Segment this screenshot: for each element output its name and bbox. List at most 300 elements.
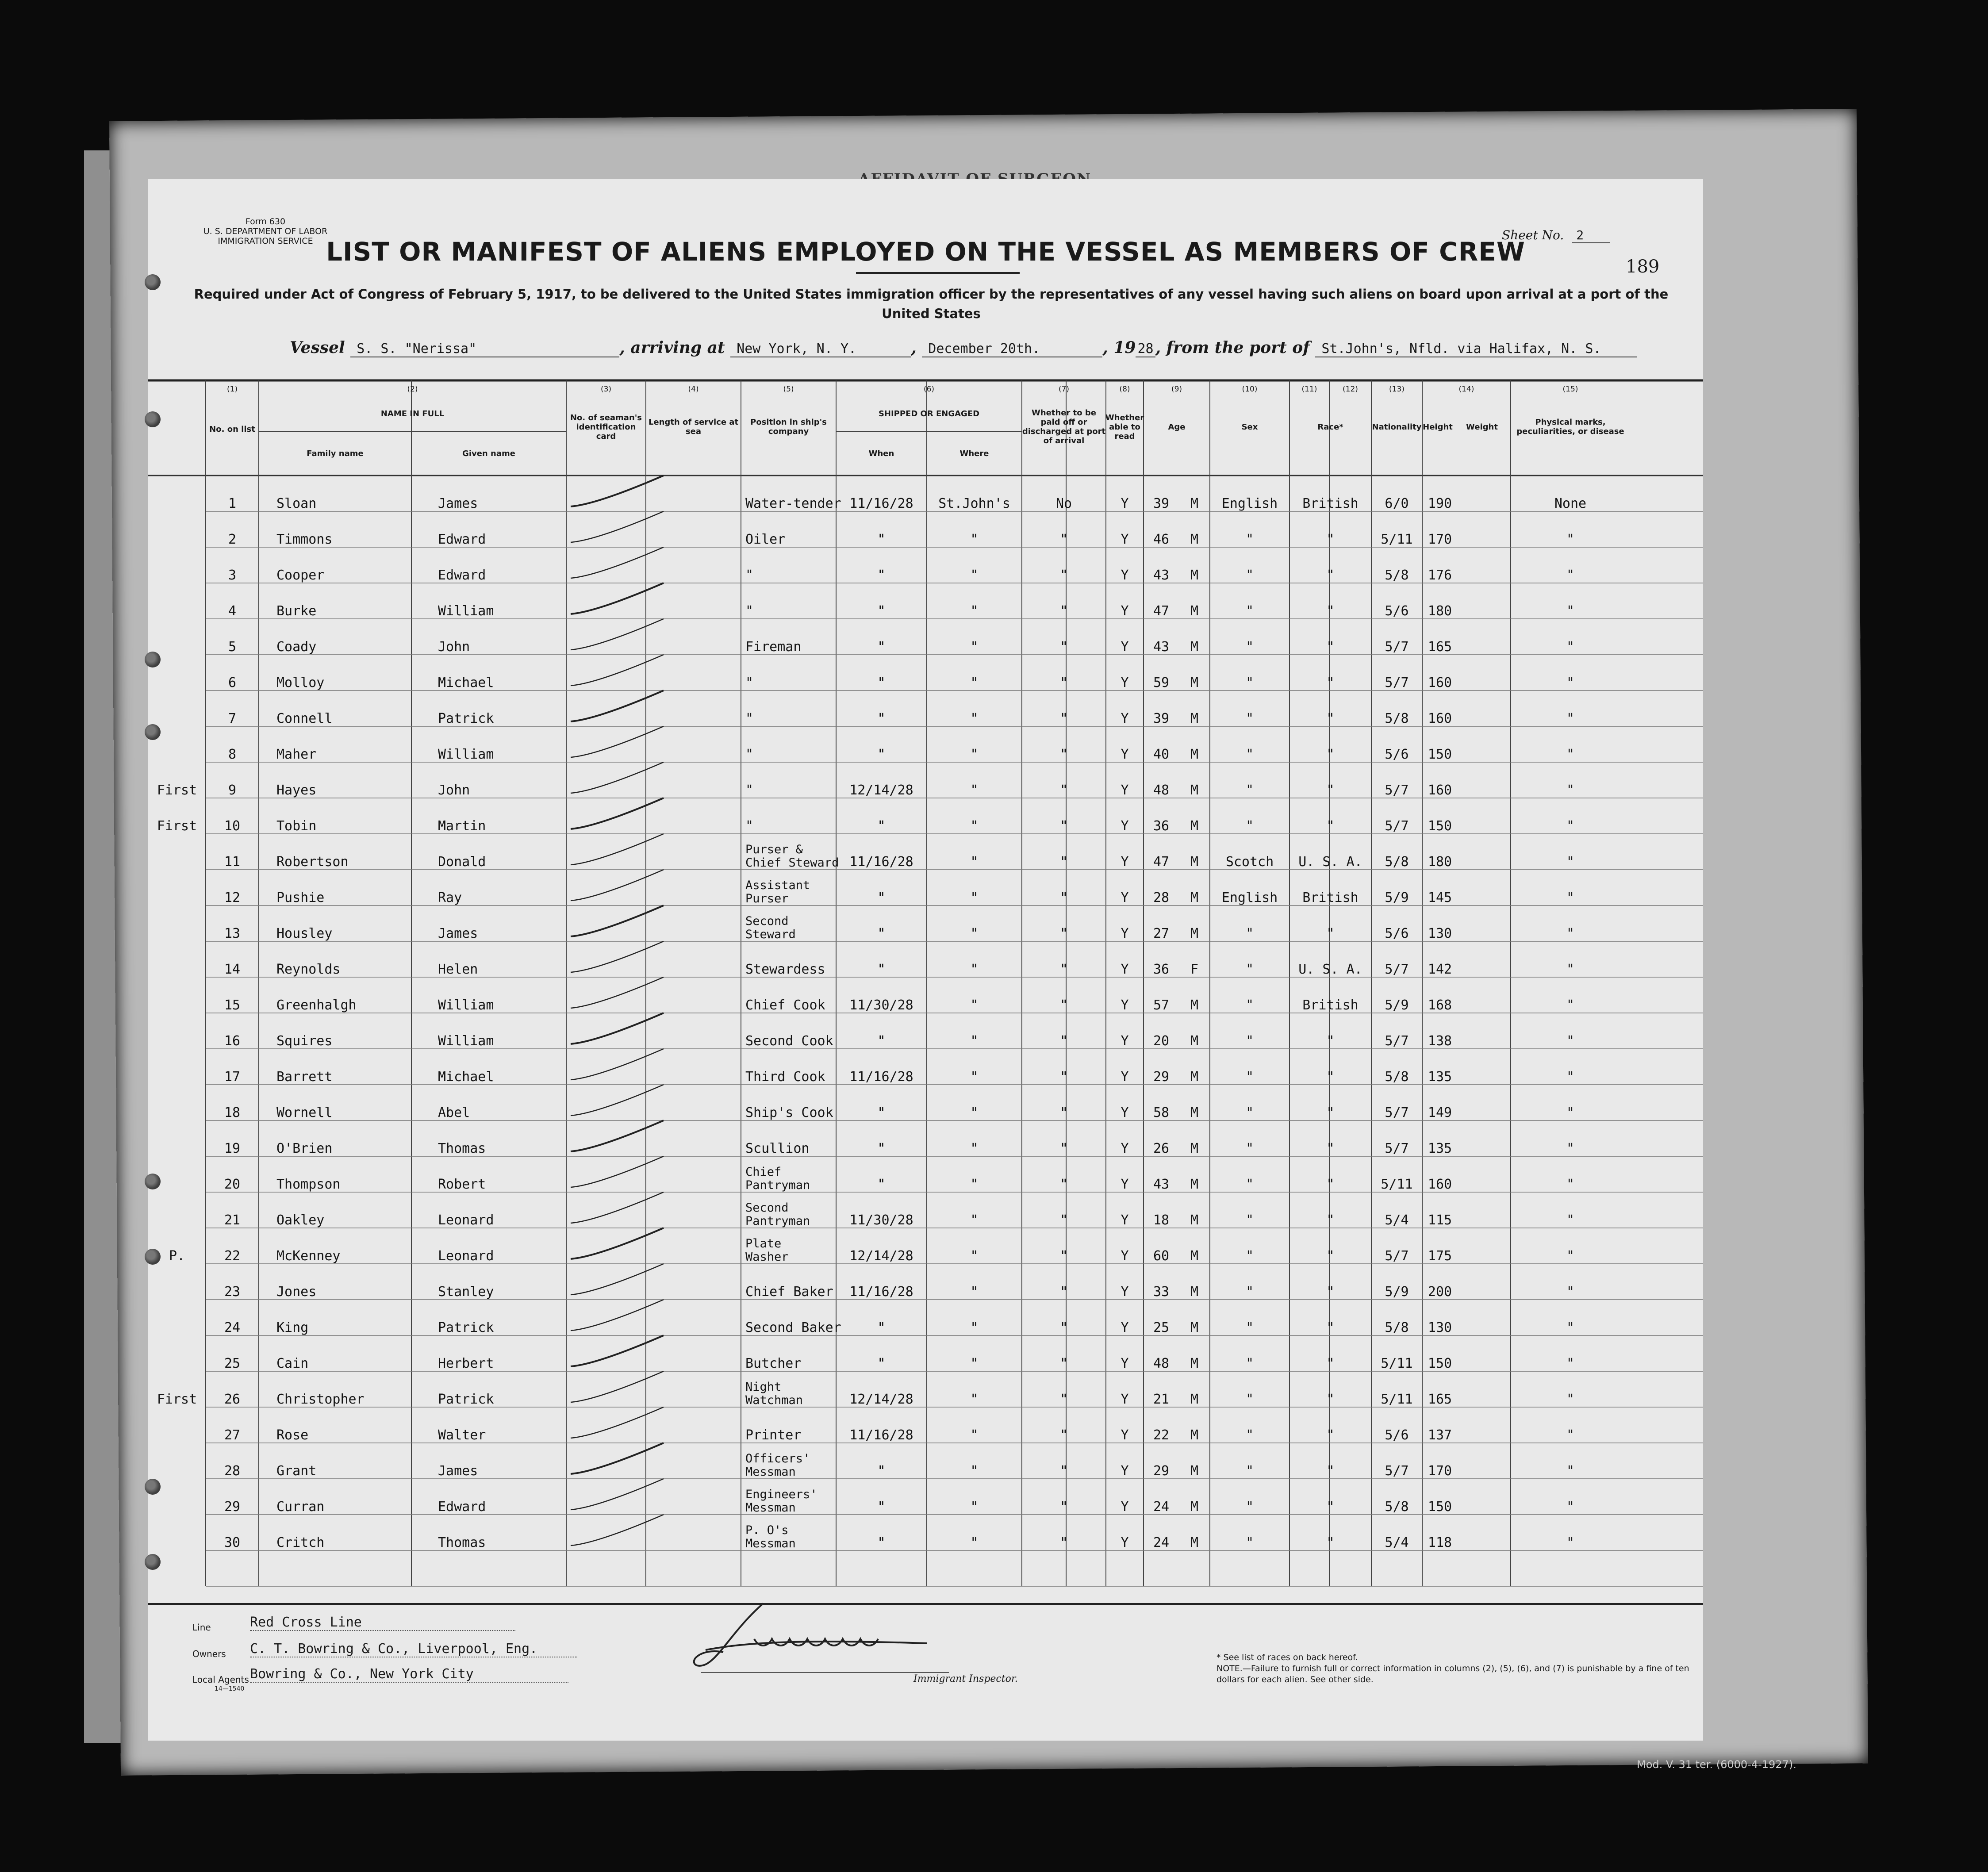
cell-paid: ": [1059, 1177, 1068, 1192]
cell-sex: M: [1190, 1033, 1199, 1049]
cell-when: 11/16/28: [849, 1427, 913, 1443]
cell-phys: ": [1566, 783, 1575, 798]
cell-read: Y: [1121, 1320, 1129, 1335]
cell-sex: M: [1190, 783, 1199, 798]
cell-given: Stanley: [438, 1284, 494, 1300]
cell-paid: ": [1059, 1356, 1068, 1371]
cell-sex: M: [1190, 711, 1199, 726]
cell-no: 5: [228, 639, 237, 655]
cell-height: 5/11: [1381, 1392, 1413, 1407]
cell-age: 27: [1153, 926, 1170, 941]
cell-race: ": [1245, 675, 1254, 690]
cell-family: Wornell: [276, 1105, 333, 1120]
cell-sex: M: [1190, 890, 1199, 905]
cell-where: ": [970, 962, 979, 977]
cell-sex: M: [1190, 1356, 1199, 1371]
cell-phys: ": [1566, 818, 1575, 834]
header-able-to-read: Whether able to read: [1105, 413, 1144, 441]
cell-paid: ": [1059, 926, 1068, 941]
cell-family: Timmons: [276, 532, 333, 547]
cell-read: Y: [1121, 1177, 1129, 1192]
cell-given: James: [438, 926, 478, 941]
cell-family: King: [276, 1320, 309, 1335]
cell-where: ": [970, 747, 979, 762]
cell-family: Critch: [276, 1535, 325, 1550]
cell-when: ": [877, 675, 886, 690]
cell-nat: British: [1302, 496, 1359, 511]
cell-weight: 115: [1428, 1212, 1452, 1228]
cell-weight: 180: [1428, 603, 1452, 619]
cell-sex: M: [1190, 1499, 1199, 1515]
cell-when: ": [877, 1141, 886, 1156]
cell-weight: 130: [1428, 1320, 1452, 1335]
cell-read: Y: [1121, 1356, 1129, 1371]
cell-sex: M: [1190, 1177, 1199, 1192]
cell-height: 5/7: [1385, 1105, 1409, 1120]
cell-age: 43: [1153, 568, 1170, 583]
cell-race: English: [1221, 890, 1278, 905]
cell-height: 5/7: [1385, 1463, 1409, 1479]
cell-nat: ": [1326, 532, 1335, 547]
cell-family: Tobin: [276, 818, 317, 834]
header-paid-off: Whether to be paid off or discharged at port of arrival: [1022, 408, 1106, 445]
column-number: (14): [1458, 385, 1474, 394]
cell-family: Curran: [276, 1499, 325, 1515]
cell-height: 5/6: [1385, 747, 1409, 762]
cell-weight: 118: [1428, 1535, 1452, 1550]
arrival-port: New York, N. Y.: [730, 341, 911, 357]
cell-read: Y: [1121, 1105, 1129, 1120]
departure-port: St.John's, Nfld. via Halifax, N. S.: [1315, 341, 1637, 357]
arrival-year: 28: [1136, 341, 1155, 357]
punch-hole: [145, 652, 161, 667]
cell-no: 30: [224, 1535, 241, 1550]
cell-nat: ": [1326, 747, 1335, 762]
cell-read: Y: [1121, 639, 1129, 655]
cell-given: Thomas: [438, 1535, 486, 1550]
header-family-name: Family name: [307, 449, 364, 458]
cell-phys: ": [1566, 1177, 1575, 1192]
cell-when: ": [877, 711, 886, 726]
cell-paid: ": [1059, 747, 1068, 762]
cell-position: Ship's Cook: [745, 1105, 833, 1120]
cell-no: 15: [224, 997, 241, 1013]
cell-paid: ": [1059, 532, 1068, 547]
cell-weight: 149: [1428, 1105, 1452, 1120]
cell-paid: ": [1059, 890, 1068, 905]
cell-position: Chief Baker: [745, 1284, 833, 1300]
cell-read: Y: [1121, 1499, 1129, 1515]
cell-where: ": [970, 675, 979, 690]
cell-when: 12/14/28: [849, 1392, 913, 1407]
punch-hole: [145, 1249, 161, 1265]
cell-no: 1: [228, 496, 237, 511]
cell-race: ": [1245, 639, 1254, 655]
cell-nat: ": [1326, 568, 1335, 583]
cell-read: Y: [1121, 890, 1129, 905]
cell-race: ": [1245, 997, 1254, 1013]
cell-mark: First: [157, 818, 197, 834]
cell-sex: M: [1190, 1069, 1199, 1085]
cell-position: Second Steward: [745, 914, 796, 941]
cell-position: Plate Washer: [745, 1237, 789, 1264]
cell-phys: ": [1566, 1427, 1575, 1443]
cell-age: 48: [1153, 1356, 1170, 1371]
cell-phys: ": [1566, 675, 1575, 690]
cell-family: Barrett: [276, 1069, 333, 1085]
cell-race: ": [1245, 1248, 1254, 1264]
cell-no: 12: [224, 890, 241, 905]
cell-read: Y: [1121, 1141, 1129, 1156]
cell-no: 22: [224, 1248, 241, 1264]
cell-nat: ": [1326, 1069, 1335, 1085]
cell-family: Coady: [276, 639, 317, 655]
cell-position: Night Watchman: [745, 1380, 803, 1407]
cell-paid: ": [1059, 1105, 1068, 1120]
cell-given: William: [438, 997, 494, 1013]
cell-family: Squires: [276, 1033, 333, 1049]
cell-height: 5/4: [1385, 1212, 1409, 1228]
cell-paid: ": [1059, 675, 1068, 690]
cell-when: ": [877, 568, 886, 583]
cell-family: Burke: [276, 603, 317, 619]
cell-when: 12/14/28: [849, 783, 913, 798]
cell-height: 5/7: [1385, 818, 1409, 834]
cell-paid: ": [1059, 639, 1068, 655]
cell-height: 5/7: [1385, 1141, 1409, 1156]
cell-when: 11/16/28: [849, 854, 913, 870]
cell-given: Edward: [438, 1499, 486, 1515]
cell-height: 5/8: [1385, 1069, 1409, 1085]
cell-height: 5/11: [1381, 1177, 1413, 1192]
punch-hole: [145, 411, 161, 427]
cell-position: Engineers' Messman: [745, 1488, 817, 1515]
cell-age: 58: [1153, 1105, 1170, 1120]
header-shipped-engaged: SHIPPED OR ENGAGED: [878, 409, 980, 418]
cell-height: 5/8: [1385, 711, 1409, 726]
cell-age: 24: [1153, 1499, 1170, 1515]
cell-no: 14: [224, 962, 241, 977]
header-given-name: Given name: [462, 449, 515, 458]
cell-given: Edward: [438, 568, 486, 583]
cell-where: ": [970, 603, 979, 619]
cell-paid: ": [1059, 783, 1068, 798]
cell-phys: ": [1566, 926, 1575, 941]
cell-race: ": [1245, 1105, 1254, 1120]
cell-sex: M: [1190, 997, 1199, 1013]
cell-height: 5/4: [1385, 1535, 1409, 1550]
cell-given: Leonard: [438, 1212, 494, 1228]
cell-race: ": [1245, 1535, 1254, 1550]
cell-where: ": [970, 1105, 979, 1120]
cell-sex: M: [1190, 1535, 1199, 1550]
line-value: Red Cross Line: [250, 1615, 515, 1631]
cell-phys: ": [1566, 1284, 1575, 1300]
cell-position: Water-tender: [745, 496, 841, 511]
cell-where: ": [970, 1248, 979, 1264]
cell-sex: M: [1190, 747, 1199, 762]
cell-weight: 160: [1428, 711, 1452, 726]
cell-phys: ": [1566, 1033, 1575, 1049]
cell-position: Officers' Messman: [745, 1452, 810, 1479]
column-number: (9): [1171, 385, 1182, 394]
cell-when: 11/16/28: [849, 1284, 913, 1300]
cell-weight: 150: [1428, 747, 1452, 762]
punch-hole: [145, 1174, 161, 1189]
cell-age: 57: [1153, 997, 1170, 1013]
cell-phys: None: [1554, 496, 1587, 511]
cell-read: Y: [1121, 1392, 1129, 1407]
cell-when: ": [877, 890, 886, 905]
cell-sex: M: [1190, 1248, 1199, 1264]
cell-no: 10: [224, 818, 241, 834]
cell-position: ": [745, 747, 754, 762]
cell-given: Robert: [438, 1177, 486, 1192]
cell-age: 60: [1153, 1248, 1170, 1264]
cell-height: 5/6: [1385, 1427, 1409, 1443]
cell-when: ": [877, 1320, 886, 1335]
cell-read: Y: [1121, 711, 1129, 726]
cell-race: English: [1221, 496, 1278, 511]
column-number: (10): [1242, 385, 1258, 394]
cell-family: Jones: [276, 1284, 317, 1300]
cell-paid: ": [1059, 603, 1068, 619]
cell-where: ": [970, 818, 979, 834]
cell-sex: M: [1190, 854, 1199, 870]
column-number: (3): [600, 385, 612, 394]
header-position: Position in ship's company: [750, 418, 827, 436]
cell-weight: 145: [1428, 890, 1452, 905]
cell-given: James: [438, 1463, 478, 1479]
cell-age: 36: [1153, 818, 1170, 834]
cell-given: Leonard: [438, 1248, 494, 1264]
cell-read: Y: [1121, 1069, 1129, 1085]
cell-read: Y: [1121, 603, 1129, 619]
sheet-number-value: 2: [1572, 228, 1610, 243]
cell-age: 43: [1153, 1177, 1170, 1192]
cell-race: ": [1245, 747, 1254, 762]
column-number: (6): [923, 385, 935, 394]
line-label: Line: [192, 1622, 211, 1633]
cell-position: Second Pantryman: [745, 1201, 810, 1228]
cell-phys: ": [1566, 1141, 1575, 1156]
cell-paid: ": [1059, 1141, 1068, 1156]
cell-where: ": [970, 783, 979, 798]
cell-given: Martin: [438, 818, 486, 834]
cell-age: 29: [1153, 1463, 1170, 1479]
cell-read: Y: [1121, 1463, 1129, 1479]
cell-family: Pushie: [276, 890, 325, 905]
cell-when: ": [877, 818, 886, 834]
cell-sex: M: [1190, 1284, 1199, 1300]
cell-race: ": [1245, 818, 1254, 834]
cell-height: 5/7: [1385, 1033, 1409, 1049]
cell-where: ": [970, 1499, 979, 1515]
cell-weight: 165: [1428, 639, 1452, 655]
cell-family: Maher: [276, 747, 317, 762]
header-height: Height: [1423, 422, 1453, 432]
cell-family: Cain: [276, 1356, 309, 1371]
cell-given: Walter: [438, 1427, 486, 1443]
cell-height: 5/11: [1381, 1356, 1413, 1371]
cell-weight: 190: [1428, 496, 1452, 511]
agents-label: Local Agents: [192, 1674, 249, 1685]
cell-position: Assistant Purser: [745, 878, 810, 905]
cell-read: Y: [1121, 747, 1129, 762]
cell-no: 18: [224, 1105, 241, 1120]
cell-age: 39: [1153, 496, 1170, 511]
cell-where: ": [970, 1535, 979, 1550]
cell-where: ": [970, 1212, 979, 1228]
cell-given: Michael: [438, 1069, 494, 1085]
cell-given: William: [438, 747, 494, 762]
header-when: When: [868, 449, 894, 458]
cell-where: ": [970, 1392, 979, 1407]
cell-weight: 150: [1428, 1499, 1452, 1515]
cell-race: ": [1245, 1212, 1254, 1228]
cell-sex: M: [1190, 568, 1199, 583]
cell-age: 22: [1153, 1427, 1170, 1443]
cell-family: Rose: [276, 1427, 309, 1443]
cell-sex: M: [1190, 818, 1199, 834]
cell-race: ": [1245, 926, 1254, 941]
cell-weight: 168: [1428, 997, 1452, 1013]
cell-where: ": [970, 568, 979, 583]
cell-height: 5/6: [1385, 603, 1409, 619]
cell-age: 25: [1153, 1320, 1170, 1335]
cell-family: O'Brien: [276, 1141, 333, 1156]
cell-race: ": [1245, 1356, 1254, 1371]
cell-nat: ": [1326, 1177, 1335, 1192]
cell-family: Greenhalgh: [276, 997, 357, 1013]
cell-family: Cooper: [276, 568, 325, 583]
cell-no: 7: [228, 711, 237, 726]
vessel-label: Vessel: [290, 338, 345, 357]
cell-race: ": [1245, 1427, 1254, 1443]
cell-where: ": [970, 1427, 979, 1443]
cell-phys: ": [1566, 1248, 1575, 1264]
cell-weight: 180: [1428, 854, 1452, 870]
cell-sex: M: [1190, 1105, 1199, 1120]
cell-read: Y: [1121, 783, 1129, 798]
cell-given: Ray: [438, 890, 462, 905]
column-number: (5): [783, 385, 794, 394]
cell-race: ": [1245, 532, 1254, 547]
header-age: Age: [1168, 422, 1186, 432]
cell-no: 20: [224, 1177, 241, 1192]
header-race: Race*: [1317, 422, 1343, 432]
cell-given: Patrick: [438, 1392, 494, 1407]
cell-family: Oakley: [276, 1212, 325, 1228]
cell-paid: ": [1059, 1212, 1068, 1228]
cell-paid: ": [1059, 997, 1068, 1013]
form-id-line: IMMIGRATION SERVICE: [218, 236, 313, 246]
cell-race: ": [1245, 783, 1254, 798]
cell-race: ": [1245, 1320, 1254, 1335]
cell-age: 59: [1153, 675, 1170, 690]
cell-where: ": [970, 639, 979, 655]
inspector-signature: [688, 1595, 962, 1683]
cell-family: Connell: [276, 711, 333, 726]
cell-nat: British: [1302, 890, 1359, 905]
sheet-number-label: Sheet No.: [1502, 228, 1564, 242]
cell-when: ": [877, 603, 886, 619]
cell-mark: P.: [169, 1248, 185, 1264]
header-no-on-list: No. on list: [209, 424, 255, 434]
cell-position: Second Cook: [745, 1033, 833, 1049]
cell-paid: ": [1059, 1535, 1068, 1550]
cell-read: Y: [1121, 1535, 1129, 1550]
header-physical-marks: Physical marks, peculiarities, or disease: [1516, 418, 1624, 436]
cell-given: Edward: [438, 532, 486, 547]
footnote: [1217, 1652, 1694, 1685]
cell-read: Y: [1121, 1033, 1129, 1049]
cell-phys: ": [1566, 962, 1575, 977]
cell-height: 5/8: [1385, 1320, 1409, 1335]
cell-given: Donald: [438, 854, 486, 870]
cell-when: ": [877, 1356, 886, 1371]
cell-no: 21: [224, 1212, 241, 1228]
cell-nat: ": [1326, 1463, 1335, 1479]
cell-family: Thompson: [276, 1177, 341, 1192]
cell-phys: ": [1566, 639, 1575, 655]
cell-sex: M: [1190, 1141, 1199, 1156]
cell-phys: ": [1566, 568, 1575, 583]
cell-position: ": [745, 568, 754, 583]
cell-age: 21: [1153, 1392, 1170, 1407]
column-number: (4): [688, 385, 699, 394]
cell-family: Sloan: [276, 496, 317, 511]
cell-position: Chief Cook: [745, 997, 825, 1013]
cell-no: 27: [224, 1427, 241, 1443]
cell-nat: ": [1326, 711, 1335, 726]
cell-race: ": [1245, 1141, 1254, 1156]
manifest-sheet: [148, 179, 1703, 1741]
cell-weight: 175: [1428, 1248, 1452, 1264]
cell-where: ": [970, 997, 979, 1013]
agents-value: Bowring & Co., New York City: [250, 1666, 568, 1683]
cell-phys: ": [1566, 747, 1575, 762]
cell-nat: ": [1326, 1212, 1335, 1228]
cell-sex: M: [1190, 1427, 1199, 1443]
cell-age: 46: [1153, 532, 1170, 547]
cell-height: 5/7: [1385, 675, 1409, 690]
cell-given: James: [438, 496, 478, 511]
cell-paid: ": [1059, 962, 1068, 977]
cell-paid: ": [1059, 1392, 1068, 1407]
cell-height: 5/7: [1385, 1248, 1409, 1264]
cell-age: 40: [1153, 747, 1170, 762]
column-number: (7): [1058, 385, 1070, 394]
cell-position: Purser & Chief Steward: [745, 843, 839, 870]
cell-weight: 142: [1428, 962, 1452, 977]
cell-read: Y: [1121, 1212, 1129, 1228]
cell-weight: 137: [1428, 1427, 1452, 1443]
cell-where: ": [970, 532, 979, 547]
cell-given: Herbert: [438, 1356, 494, 1371]
cell-read: Y: [1121, 675, 1129, 690]
cell-given: William: [438, 603, 494, 619]
cell-read: Y: [1121, 1248, 1129, 1264]
cell-phys: ": [1566, 1105, 1575, 1120]
cell-family: Robertson: [276, 854, 349, 870]
cell-race: Scotch: [1225, 854, 1274, 870]
cell-nat: ": [1326, 603, 1335, 619]
cell-age: 39: [1153, 711, 1170, 726]
cell-given: William: [438, 1033, 494, 1049]
cell-nat: ": [1326, 1356, 1335, 1371]
cell-race: ": [1245, 1463, 1254, 1479]
